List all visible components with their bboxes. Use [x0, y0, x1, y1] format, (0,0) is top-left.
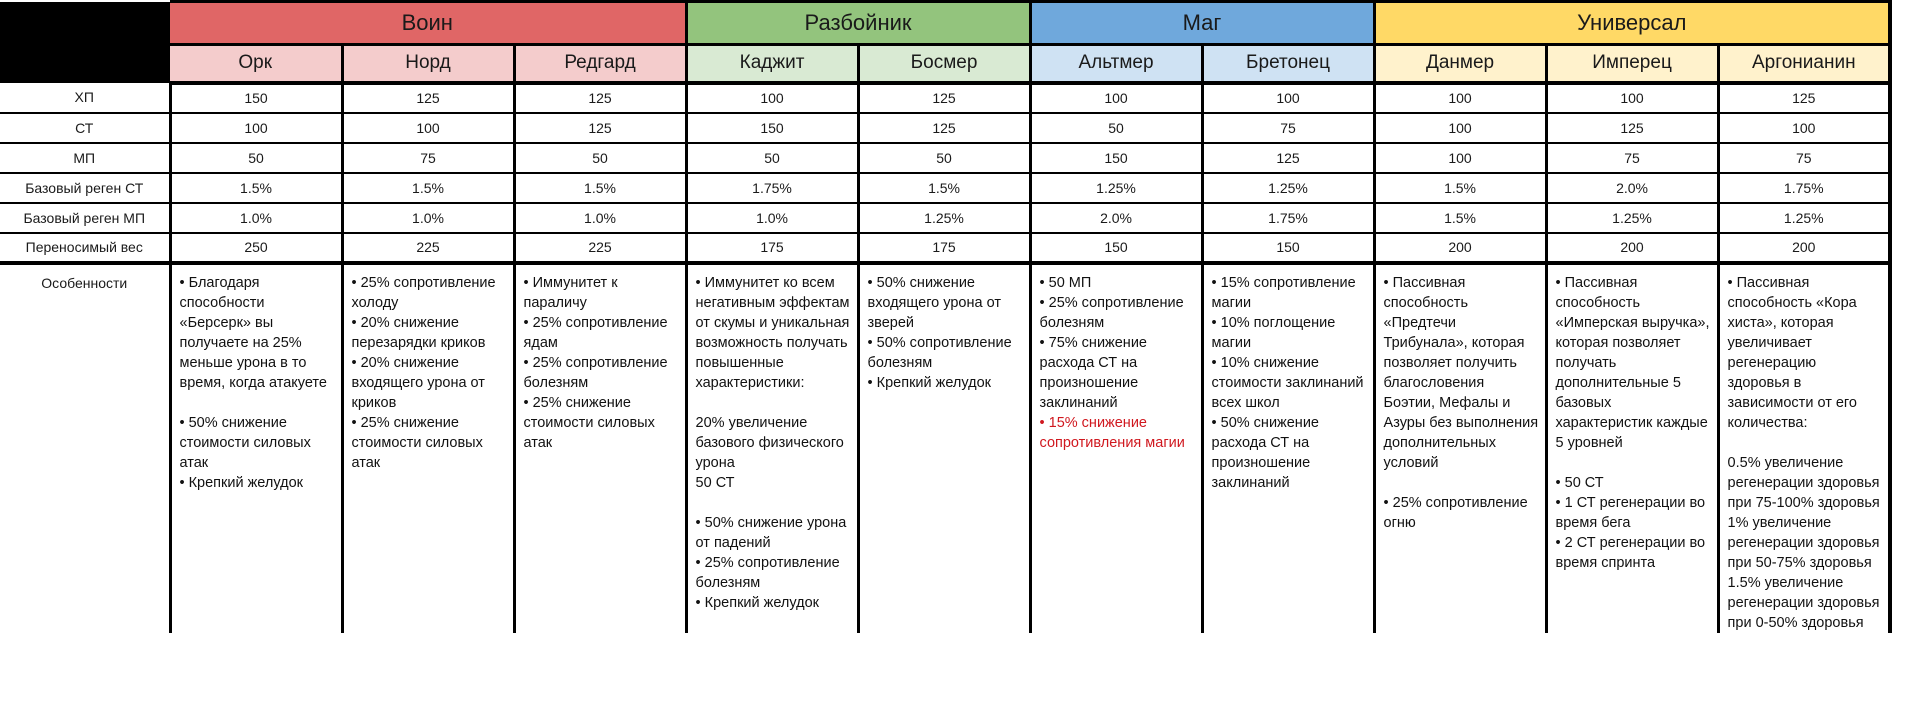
race-header: Редгард [514, 45, 686, 83]
stat-value: 1.0% [514, 203, 686, 233]
stat-value: 50 [858, 143, 1030, 173]
stat-value: 100 [1374, 113, 1546, 143]
stat-value: 250 [170, 233, 342, 263]
stat-value: 150 [1030, 143, 1202, 173]
stat-value: 50 [514, 143, 686, 173]
stat-value: 1.5% [1374, 173, 1546, 203]
stat-value: 125 [514, 113, 686, 143]
race-header: Данмер [1374, 45, 1546, 83]
stat-value: 75 [1546, 143, 1718, 173]
stat-value: 1.5% [170, 173, 342, 203]
feature-line: • 2 СТ регенерации во время спринта [1555, 534, 1706, 571]
stat-value: 1.25% [1718, 203, 1890, 233]
stat-value: 150 [170, 83, 342, 113]
feature-line: • 20% снижение входящего урона от криков [351, 354, 485, 411]
feature-line: • 25% сопротивление огню [1383, 494, 1528, 531]
stat-value: 125 [1202, 143, 1374, 173]
feature-line: • Пассивная способность «Кора хиста», которая увеличивает регенерацию здоровья в зависимости от его количества: [1727, 274, 1857, 431]
feature-line: • 1 СТ регенерации во время бега [1555, 494, 1706, 531]
stat-value: 125 [858, 113, 1030, 143]
race-header: Норд [342, 45, 514, 83]
stat-value: 150 [1030, 233, 1202, 263]
feature-line: • 25% сопротивление холоду [351, 274, 496, 311]
features-row [0, 263, 1890, 633]
feature-line: • Иммунитет к параличу [523, 274, 618, 311]
stat-row [0, 113, 1890, 143]
race-header: Каджит [686, 45, 858, 83]
feature-spacer [1556, 453, 1711, 473]
feature-line: 50 СТ [695, 474, 735, 491]
stat-value: 100 [170, 113, 342, 143]
stat-value: 175 [858, 233, 1030, 263]
race-features [1202, 263, 1374, 633]
feature-spacer [1728, 433, 1883, 453]
stat-value: 200 [1718, 233, 1890, 263]
group-header-warrior: Воин [170, 2, 686, 45]
feature-line: • Крепкий желудок [179, 474, 303, 491]
feature-line: • Пассивная способность «Предтечи Трибунала», которая позволяет получить благословения Боэтии, Мефалы и Азуры без выполнения дополнительных условий [1383, 274, 1539, 471]
feature-line: • Крепкий желудок [695, 594, 820, 611]
feature-line: • Благодаря способности «Берсерк» вы получаете на 25% меньше урона в то время, когда атакуете [179, 274, 327, 391]
stat-value: 150 [1202, 233, 1374, 263]
stat-label: ХП [0, 83, 170, 113]
race-features [686, 263, 858, 633]
race-header: Бретонец [1202, 45, 1374, 83]
race-features [858, 263, 1030, 633]
stat-value: 100 [1030, 83, 1202, 113]
stat-value: 1.5% [1374, 203, 1546, 233]
feature-spacer [696, 493, 851, 513]
stat-value: 125 [858, 83, 1030, 113]
feature-line: • 50 МП [1039, 274, 1092, 291]
stat-value: 125 [1718, 83, 1890, 113]
stat-value: 100 [1718, 113, 1890, 143]
group-header-row [0, 2, 1890, 45]
feature-line: • 25% снижение стоимости силовых атак [523, 394, 655, 451]
race-header: Орк [170, 45, 342, 83]
stat-value: 1.5% [342, 173, 514, 203]
feature-line: • 25% сопротивление болезням [1039, 294, 1184, 331]
stat-value: 1.5% [514, 173, 686, 203]
group-header-universal: Универсал [1374, 2, 1890, 45]
feature-line: • 50% снижение урона от падений [695, 514, 847, 551]
race-features [1546, 263, 1718, 633]
stat-value: 1.5% [858, 173, 1030, 203]
stat-value: 50 [170, 143, 342, 173]
feature-line: • Иммунитет ко всем негативным эффектам от скумы и уникальная возможность получать повышенные характеристики: [695, 274, 850, 391]
stat-value: 1.25% [858, 203, 1030, 233]
stat-value: 150 [686, 113, 858, 143]
race-header: Имперец [1546, 45, 1718, 83]
feature-spacer [180, 393, 335, 413]
stat-label: Переносимый вес [0, 233, 170, 263]
stat-value: 50 [686, 143, 858, 173]
corner-cell [0, 45, 170, 83]
feature-line: • 50% снижение расхода СТ на произношение заклинаний [1211, 414, 1319, 491]
race-header-row [0, 45, 1890, 83]
stat-value: 1.0% [686, 203, 858, 233]
stat-label: Базовый реген МП [0, 203, 170, 233]
stat-row [0, 203, 1890, 233]
feature-line: 0.5% увеличение регенерации здоровья при 75-100% здоровья [1727, 454, 1880, 511]
stat-value: 100 [686, 83, 858, 113]
feature-line: • 50% снижение входящего урона от зверей [867, 274, 1001, 331]
stat-value: 2.0% [1030, 203, 1202, 233]
stat-value: 2.0% [1546, 173, 1718, 203]
race-header: Альтмер [1030, 45, 1202, 83]
stat-value: 200 [1546, 233, 1718, 263]
feature-line: • 50% сопротивление болезням [867, 334, 1012, 371]
feature-line: • 25% сопротивление болезням [523, 354, 668, 391]
race-features [1718, 263, 1890, 633]
stat-row [0, 83, 1890, 113]
feature-line: 20% увеличение базового физического урона [695, 414, 844, 471]
feature-line: • 10% снижение стоимости заклинаний всех школ [1211, 354, 1364, 411]
race-features [514, 263, 686, 633]
stat-label: СТ [0, 113, 170, 143]
feature-spacer [1384, 473, 1539, 493]
race-features [1374, 263, 1546, 633]
feature-line: • 20% снижение перезарядки криков [351, 314, 486, 351]
group-header-mage: Маг [1030, 2, 1374, 45]
feature-line: • Пассивная способность «Имперская выручка», которая позволяет получать дополнительные 5 базовых характеристик каждые 5 уровней [1555, 274, 1710, 451]
stat-value: 200 [1374, 233, 1546, 263]
stat-value: 225 [514, 233, 686, 263]
group-header-thief: Разбойник [686, 2, 1030, 45]
stat-value: 1.75% [1718, 173, 1890, 203]
stat-value: 225 [342, 233, 514, 263]
stat-value: 75 [342, 143, 514, 173]
stat-value: 125 [1546, 113, 1718, 143]
feature-line: • 10% поглощение магии [1211, 314, 1336, 351]
stat-label: МП [0, 143, 170, 173]
feature-line: 1% увеличение регенерации здоровья при 50-75% здоровья [1727, 514, 1880, 571]
feature-line: • 25% снижение стоимости силовых атак [351, 414, 483, 471]
stat-value: 1.75% [686, 173, 858, 203]
stat-row [0, 173, 1890, 203]
stat-value: 125 [342, 83, 514, 113]
stat-value: 1.0% [170, 203, 342, 233]
stat-value: 100 [1546, 83, 1718, 113]
feature-line: • 75% снижение расхода СТ на произношение заклинаний [1039, 334, 1147, 411]
feature-line: 1.5% увеличение регенерации здоровья при 0-50% здоровья [1727, 574, 1880, 631]
feature-line: • 25% сопротивление болезням [695, 554, 840, 591]
features-label: Особенности [0, 263, 170, 633]
stat-value: 1.0% [342, 203, 514, 233]
stat-label: Базовый реген СТ [0, 173, 170, 203]
stat-value: 1.25% [1030, 173, 1202, 203]
race-features [1030, 263, 1202, 633]
stat-value: 50 [1030, 113, 1202, 143]
stats-body [0, 83, 1890, 633]
stat-value: 75 [1718, 143, 1890, 173]
feature-line: • 15% снижение сопротивления магии [1039, 414, 1185, 451]
feature-line: • 25% сопротивление ядам [523, 314, 668, 351]
stat-row [0, 233, 1890, 263]
race-features [170, 263, 342, 633]
stat-value: 75 [1202, 113, 1374, 143]
feature-line: • Крепкий желудок [867, 374, 992, 391]
corner-cell [0, 2, 170, 45]
stat-value: 100 [1374, 83, 1546, 113]
race-features [342, 263, 514, 633]
feature-line: • 15% сопротивление магии [1211, 274, 1356, 311]
feature-line: • 50 СТ [1555, 474, 1604, 491]
stat-value: 100 [1374, 143, 1546, 173]
stat-value: 1.25% [1202, 173, 1374, 203]
stat-value: 175 [686, 233, 858, 263]
stat-value: 100 [1202, 83, 1374, 113]
stat-row [0, 143, 1890, 173]
stat-value: 1.75% [1202, 203, 1374, 233]
stat-value: 1.25% [1546, 203, 1718, 233]
feature-spacer [696, 393, 851, 413]
race-header: Босмер [858, 45, 1030, 83]
feature-line: • 50% снижение стоимости силовых атак [179, 414, 311, 471]
stat-value: 100 [342, 113, 514, 143]
race-header: Аргонианин [1718, 45, 1890, 83]
stat-value: 125 [514, 83, 686, 113]
